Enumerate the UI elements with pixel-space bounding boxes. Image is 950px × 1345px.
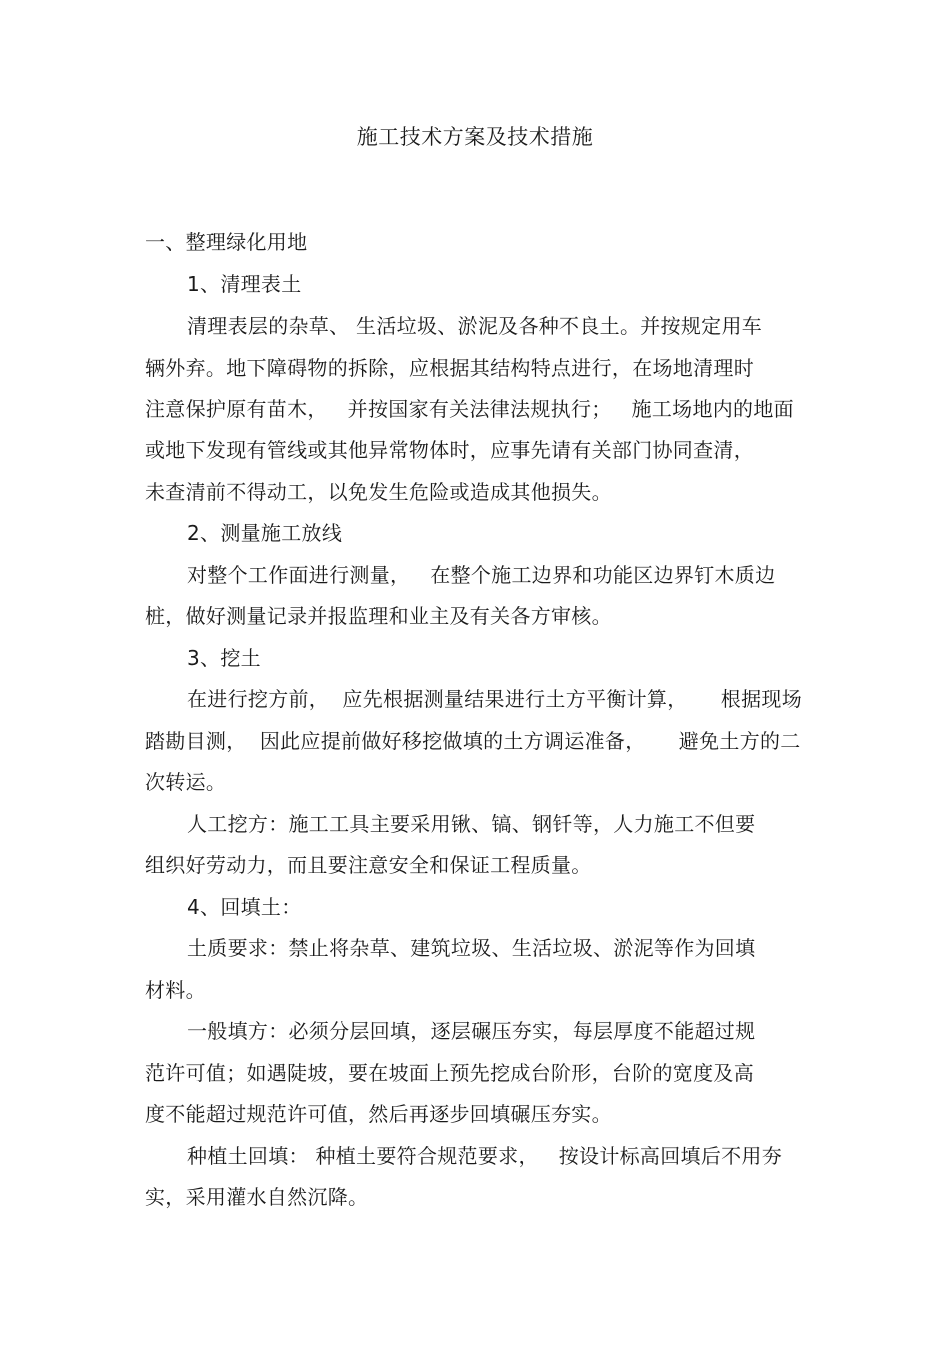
paragraph-line: 桩，做好测量记录并报监理和业主及有关各方审核。	[145, 604, 612, 628]
paragraph-line: 辆外弃。地下障碍物的拆除，应根据其结构特点进行，在场地清理时	[145, 356, 754, 380]
document-title: 施工技术方案及技术措施	[356, 125, 594, 149]
paragraph-line: 对整个工作面进行测量， 在整个施工边界和功能区边界钉木质边	[187, 563, 776, 587]
paragraph-line: 在进行挖方前， 应先根据测量结果进行土方平衡计算， 根据现场	[187, 687, 803, 711]
paragraph-line: 度不能超过规范许可值，然后再逐步回填碾压夯实。	[145, 1102, 612, 1126]
paragraph-line: 踏勘目测， 因此应提前做好移挖做填的土方调运准备， 避免土方的二	[145, 729, 801, 753]
paragraph-line: 人工挖方：施工工具主要采用锹、镐、钢钎等，人力施工不但要	[187, 812, 756, 836]
paragraph-line: 组织好劳动力，而且要注意安全和保证工程质量。	[145, 853, 592, 877]
subsection-heading: 1、清理表土	[187, 272, 302, 296]
subsection-heading: 4、回填土：	[187, 895, 302, 919]
paragraph-line: 范许可值；如遇陡坡，要在坡面上预先挖成台阶形，台阶的宽度及高	[145, 1061, 754, 1085]
section-heading: 一、整理绿化用地	[145, 230, 308, 254]
paragraph-line: 土质要求：禁止将杂草、建筑垃圾、生活垃圾、淤泥等作为回填	[187, 936, 756, 960]
paragraph-line: 种植土回填： 种植土要符合规范要求， 按设计标高回填后不用夯	[187, 1144, 783, 1168]
subsection-heading: 3、挖土	[187, 646, 261, 670]
paragraph-line: 注意保护原有苗木， 并按国家有关法律法规执行； 施工场地内的地面	[145, 397, 794, 421]
paragraph-line: 或地下发现有管线或其他异常物体时，应事先请有关部门协同查清，	[145, 438, 754, 462]
paragraph-line: 清理表层的杂草、 生活垃圾、淤泥及各种不良土。并按规定用车	[187, 314, 763, 338]
paragraph-line: 实，采用灌水自然沉降。	[145, 1185, 369, 1209]
paragraph-line: 材料。	[145, 978, 206, 1002]
paragraph-line: 未查清前不得动工，以免发生危险或造成其他损失。	[145, 480, 612, 504]
paragraph-line: 一般填方：必须分层回填，逐层碾压夯实，每层厚度不能超过规	[187, 1019, 756, 1043]
paragraph-line: 次转运。	[145, 770, 227, 794]
subsection-heading: 2、测量施工放线	[187, 521, 343, 545]
